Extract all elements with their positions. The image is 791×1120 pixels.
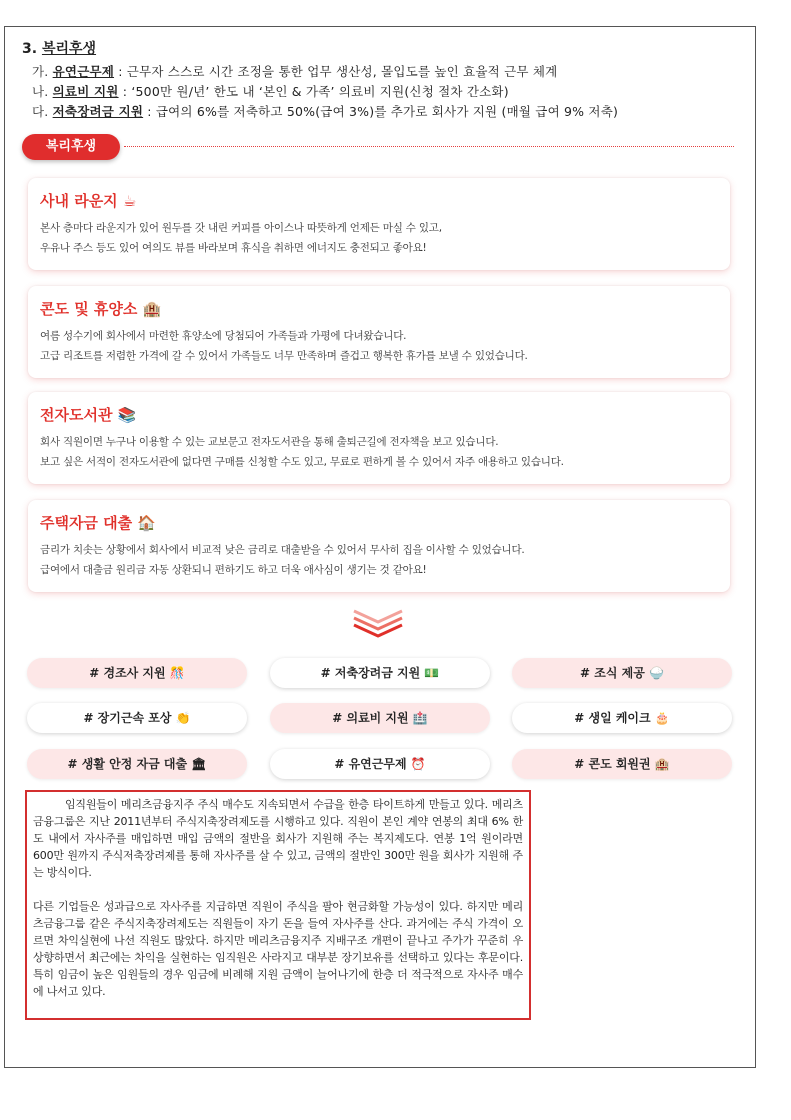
section-item: 가. 유연근무제 : 근무자 스스로 시간 조정을 통한 업무 생산성, 몰입도를 높인 효율적 근무 체계 [32, 64, 558, 79]
tag-flexible-work: # 유연근무제 ⏰ [270, 749, 490, 779]
chevron-down-icon [350, 608, 406, 638]
tag-living-stability-loan: # 생활 안정 자금 대출 🏛 [27, 749, 247, 779]
card-line: 보고 싶은 서적이 전자도서관에 없다면 구매를 신청할 수도 있고, 무료로 편하게 볼 수 있어서 자주 애용하고 있습니다. [40, 456, 564, 468]
tag-birthday-cake: # 생일 케이크 🎂 [512, 703, 732, 733]
benefit-card-housing-loan [28, 500, 730, 592]
card-title: 사내 라운지 ☕ [40, 192, 137, 210]
section-item: 나. 의료비 지원 : ‘500만 원/년’ 한도 내 ‘본인 & 가족’ 의료비 지원(신청 절차 간소화) [32, 84, 509, 99]
card-line: 고급 리조트를 저렴한 가격에 갈 수 있어서 가족들도 너무 만족하며 즐겁고 행복한 휴가를 보낼 수 있었습니다. [40, 350, 528, 362]
tag-congratulations-support: # 경조사 지원 🎊 [27, 658, 247, 688]
tag-long-service-award: # 장기근속 포상 👏 [27, 703, 247, 733]
card-title: 주택자금 대출 🏠 [40, 514, 157, 532]
welfare-section [22, 38, 742, 122]
tag-savings-incentive: # 저축장려금 지원 💵 [270, 658, 490, 688]
article-paragraph: 임직원들이 메리츠금융지주 주식 매수도 지속되면서 수급을 한층 타이트하게 만들고 있다. 메리츠금융그룹은 지난 2011년부터 주식지축장려제도를 시행하고 있다. 직원이 본인 계약 연봉의 최대 6% 한도 내에서 자사주를 매입하면 매입 금액의 절반을 회사가 지원해 주는 복지제도다. 연봉 1억 원이라면 600만 원까지 주식저축장려제를 통해 자사주를 살 수 있고, 금액의 절반인 300만 원을 회사가 지원해 주는 방식이다. [33, 798, 523, 879]
section-item: 다. 저축장려금 지원 : 급여의 6%를 저축하고 50%(급여 3%)를 추가로 회사가 지원 (매월 급여 9% 저축) [32, 104, 619, 119]
card-line: 여름 성수기에 회사에서 마련한 휴양소에 당첨되어 가족들과 가평에 다녀왔습니다. [40, 330, 407, 342]
card-line: 우유나 주스 등도 있어 여의도 뷰를 바라보며 휴식을 취하면 에너지도 충전되고 좋아요! [40, 242, 427, 254]
card-title: 콘도 및 휴양소 🏨 [40, 300, 162, 318]
card-line: 회사 직원이면 누구나 이용할 수 있는 교보문고 전자도서관을 통해 출퇴근길에 전자책을 보고 있습니다. [40, 436, 499, 448]
benefit-card-condo [28, 286, 730, 378]
card-line: 본사 층마다 라운지가 있어 원두를 갓 내린 커피를 아이스나 따뜻하게 언제든 마실 수 있고, [40, 222, 442, 234]
article-box [25, 790, 531, 1020]
tag-condo-membership: # 콘도 회원권 🏨 [512, 749, 732, 779]
benefit-card-library [28, 392, 730, 484]
banner-row [22, 132, 734, 160]
card-line: 급여에서 대출금 원리금 자동 상환되니 편하기도 하고 더욱 애사심이 생기는 것 같아요! [40, 564, 427, 576]
benefit-card-lounge [28, 178, 730, 270]
banner-divider [124, 146, 734, 147]
tag-medical-support: # 의료비 지원 🏥 [270, 703, 490, 733]
article-paragraph: 다른 기업들은 성과급으로 자사주를 지급하면 직원이 주식을 팔아 현금화할 가능성이 있다. 하지만 메리츠금융그룹 같은 주식지축장려제도는 직원들이 자기 돈을 들여 자사주를 산다. 과거에는 주식 가격이 오르면 차익실현에 나선 직원도 많았다. 하지만 메리츠금융지주 지배구조 개편이 끝나고 주가가 꾸준히 우상향하면서 최근에는 차익을 실현하는 임직원은 사라지고 대부분 장기보유를 선택하고 있다는 후문이다. 특히 임금이 높은 임원들의 경우 임금에 비례해 지원 금액이 늘어나기에 한층 더 적극적으로 자사주 매수에 나서고 있다. [33, 900, 523, 998]
card-title: 전자도서관 📚 [40, 406, 137, 424]
card-line: 금리가 치솟는 상황에서 회사에서 비교적 낮은 금리로 대출받을 수 있어서 무사히 집을 이사할 수 있었습니다. [40, 544, 525, 556]
tag-breakfast: # 조식 제공 🍚 [512, 658, 732, 688]
section-title: 3. 복리후생 [22, 41, 97, 57]
banner-pill: 복리후생 [22, 134, 120, 160]
